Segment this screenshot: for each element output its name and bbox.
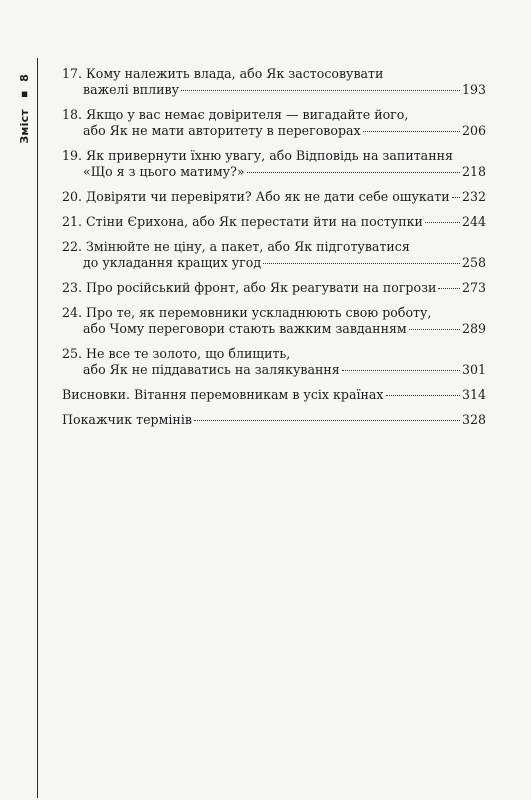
toc-entry <box>62 107 486 139</box>
toc-extra-entry <box>62 412 486 428</box>
toc-entry-page: 289 <box>461 321 486 336</box>
running-head-separator: ▪ <box>18 88 31 103</box>
toc-entry-last-line <box>62 255 486 271</box>
toc-entry-last-line <box>62 123 486 139</box>
toc-entry-number: 20. <box>62 189 83 204</box>
dot-leader <box>342 370 460 371</box>
running-head <box>18 74 31 144</box>
toc-extra-title: Висновки. Вітання перемовникам в усіх країнах <box>62 387 384 402</box>
toc-entry-title: Кому належить влада, або Як застосовувати <box>86 66 384 81</box>
toc-entry-page: 273 <box>461 280 486 295</box>
dot-leader <box>194 420 460 421</box>
toc-entry-title-wrap <box>62 214 423 230</box>
toc-entry-title-line <box>62 66 486 82</box>
toc-entry-subtitle: або Чому переговори стають важким завданням <box>83 321 407 336</box>
toc-entry-number: 24. <box>62 305 83 320</box>
toc-entry-title-wrap <box>62 189 450 205</box>
dot-leader <box>247 172 460 173</box>
toc-entry-title-wrap <box>62 280 436 296</box>
dot-leader <box>409 329 460 330</box>
toc-entry-title: Якщо у вас немає довірителя — вигадайте його, <box>86 107 409 122</box>
toc-entry-number: 19. <box>62 148 83 163</box>
toc-entry <box>62 305 486 337</box>
toc-entry-page: 193 <box>461 82 486 97</box>
toc-entry-number: 25. <box>62 346 83 361</box>
toc-entry-page: 301 <box>461 362 486 377</box>
toc-entry-title: Змінюйте не ціну, а пакет, або Як підготуватися <box>86 239 410 254</box>
toc-entry-number: 22. <box>62 239 83 254</box>
dot-leader <box>363 131 460 132</box>
toc-entry-line <box>62 387 486 403</box>
toc-extra-page: 314 <box>461 387 486 402</box>
toc-extra-entry <box>62 387 486 403</box>
toc-entry-title-line <box>62 239 486 255</box>
toc-entry-last-line <box>62 82 486 98</box>
running-head-section: Зміст <box>18 109 31 144</box>
toc-entry-last-line <box>62 362 486 378</box>
dot-leader <box>425 222 460 223</box>
toc-entry-page: 232 <box>461 189 486 204</box>
toc-entry-title: Про те, як перемовники ускладнюють свою роботу, <box>86 305 432 320</box>
toc-entry <box>62 148 486 180</box>
dot-leader <box>386 395 460 396</box>
toc-entry-subtitle: «Що я з цього матиму?» <box>83 164 245 179</box>
toc-entry-page: 258 <box>461 255 486 270</box>
toc-entry-page: 206 <box>461 123 486 138</box>
toc-entry-line <box>62 280 486 296</box>
toc-entry-number: 23. <box>62 280 83 295</box>
toc-entry-title-line <box>62 305 486 321</box>
toc-entry <box>62 66 486 98</box>
toc-entry-last-line <box>62 321 486 337</box>
dot-leader <box>438 288 460 289</box>
toc-entry-title: Довіряти чи перевіряти? Або як не дати себе ошукати <box>86 189 450 204</box>
dot-leader <box>181 90 460 91</box>
toc-entry-line <box>62 412 486 428</box>
toc-entry-title: Про російський фронт, або Як реагувати на погрози <box>86 280 437 295</box>
toc-entry-title-line <box>62 107 486 123</box>
toc-entry-title: Не все те золото, що блищить, <box>86 346 291 361</box>
toc-entry-line <box>62 214 486 230</box>
toc-entry-last-line <box>62 164 486 180</box>
toc-entry-page: 244 <box>461 214 486 229</box>
toc-entry-subtitle: до укладання кращих угод <box>83 255 262 270</box>
toc-entry-page: 218 <box>461 164 486 179</box>
dot-leader <box>452 197 460 198</box>
toc-entry <box>62 239 486 271</box>
toc-extra-page: 328 <box>461 412 486 427</box>
toc-entry <box>62 214 486 230</box>
toc-entry <box>62 346 486 378</box>
toc-entry-number: 17. <box>62 66 83 81</box>
toc-entry-title-line <box>62 148 486 164</box>
running-head-page-number: 8 <box>18 74 31 82</box>
toc-entry-number: 18. <box>62 107 83 122</box>
toc-entry-subtitle: або Як не піддаватись на залякування <box>83 362 340 377</box>
toc-entry <box>62 189 486 205</box>
toc-entry-title-line <box>62 346 486 362</box>
toc-entry-line <box>62 189 486 205</box>
toc-entry-title: Стіни Єрихона, або Як перестати йти на поступки <box>86 214 423 229</box>
dot-leader <box>263 263 460 264</box>
toc-entry <box>62 280 486 296</box>
margin-rule <box>37 58 38 798</box>
toc-entry-subtitle: важелі впливу <box>83 82 180 97</box>
toc-extra-title: Покажчик термінів <box>62 412 192 427</box>
table-of-contents <box>62 66 486 437</box>
toc-entry-title: Як привернути їхню увагу, або Відповідь на запитання <box>86 148 453 163</box>
toc-entry-number: 21. <box>62 214 83 229</box>
toc-entry-subtitle: або Як не мати авторитету в переговорах <box>83 123 361 138</box>
